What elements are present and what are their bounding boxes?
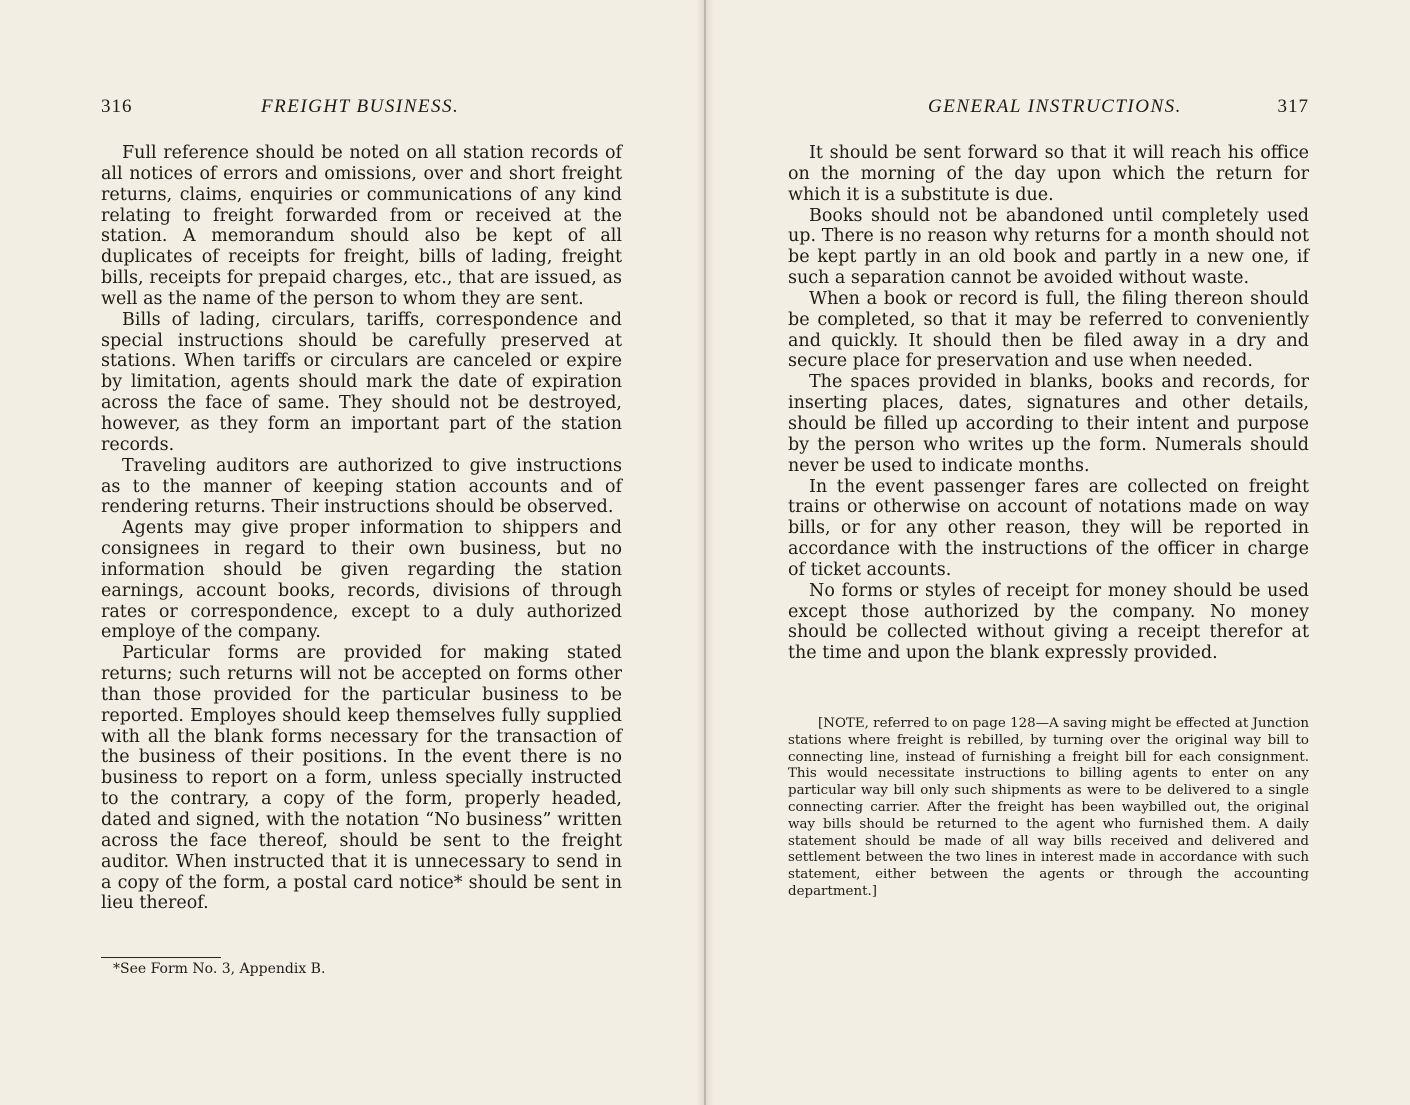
paragraph: Books should not be abandoned until completely used up. There is no reason why returns for a month should not be kept partly in an old book and partly in a new one, if such a separation cannot be avoided without waste. xyxy=(788,205,1309,289)
paragraph: It should be sent forward so that it will reach his office on the morning of the day upon which the return for which it is a substitute is due. xyxy=(788,143,1309,205)
paragraph: Agents may give proper information to shippers and consignees in regard to their own business, but no information should be given regarding the station earnings, account books, records, divisions of through rates or correspondence, except to a duly authorized employe of the company. xyxy=(101,518,622,643)
page-number: 317 xyxy=(1277,96,1309,117)
page-number: 316 xyxy=(101,96,133,117)
paragraph: No forms or styles of receipt for money should be used except those authorized by the company. No money should be collected without giving a receipt therefor at the time and upon the blank expressly provided. xyxy=(788,580,1309,664)
right-body-text xyxy=(788,143,1309,664)
paragraph: Particular forms are provided for making stated returns; such returns will not be accepted on forms other than those provided for the particular business to be reported. Employes should keep themselves fully supplied with all the blank forms necessary for the transaction of the business of their positions. In the event there is no business to report on a form, unless specially instructed to the contrary, a copy of the form, properly headed, dated and signed, with the notation “No business” written across the face thereof, should be sent to the freight auditor. When instructed that it is unnecessary to send in a copy of the form, a postal card notice* should be sent in lieu thereof. xyxy=(101,643,622,914)
left-running-head xyxy=(101,96,622,122)
footnote-rule xyxy=(101,957,221,958)
paragraph: When a book or record is full, the filing thereon should be completed, so that it may be referred to conveniently and quickly. It should then be filed away in a dry and secure place for preservation and use when needed. xyxy=(788,288,1309,372)
editorial-note: [NOTE, referred to on page 128—A saving might be effected at Junction stations where freight is rebilled, by turning over the original way bill to connecting line, instead of furnishing a freight bill for each consignment. This would necessitate instructions to billing agents to enter on any particular way bill only such shipments as were to be delivered to a single connecting carrier. After the freight has been waybilled out, the original way bills should be returned to the agent who furnished them. A daily statement should be made of all way bills received and delivered and settlement between the two lines in interest made in accordance with such statement, either between the agents or through the accounting department.] xyxy=(788,716,1309,899)
paragraph: Full reference should be noted on all station records of all notices of errors and omissions, over and short freight returns, claims, enquiries or communications of any kind relating to freight forwarded from or received at the station. A memorandum should also be kept of all duplicates of receipts for freight, bills of lading, freight bills, receipts for prepaid charges, etc., that are issued, as well as the name of the person to whom they are sent. xyxy=(101,143,622,309)
right-running-head xyxy=(788,96,1309,122)
left-body-text xyxy=(101,143,622,914)
running-head-title: GENERAL INSTRUCTIONS. xyxy=(928,96,1182,117)
footnote: *See Form No. 3, Appendix B. xyxy=(113,961,326,977)
running-head-title: FREIGHT BUSINESS. xyxy=(261,96,460,117)
paragraph: In the event passenger fares are collected on freight trains or otherwise on account of notations made on way bills, or for any other reason, they will be reported in accordance with the instructions of the officer in charge of ticket accounts. xyxy=(788,476,1309,580)
book-gutter xyxy=(696,0,714,1105)
paragraph: Bills of lading, circulars, tariffs, correspondence and special instructions should be carefully preserved at stations. When tariffs or circulars are canceled or expire by limitation, agents should mark the date of expiration across the face of same. They should not be destroyed, however, as they form an important part of the station records. xyxy=(101,309,622,455)
paragraph: The spaces provided in blanks, books and records, for inserting places, dates, signatures and other details, should be filled up according to their intent and purpose by the person who writes up the form. Numerals should never be used to indicate months. xyxy=(788,372,1309,476)
paragraph: Traveling auditors are authorized to give instructions as to the manner of keeping station accounts and of rendering returns. Their instructions should be observed. xyxy=(101,455,622,518)
right-page xyxy=(705,0,1410,1105)
